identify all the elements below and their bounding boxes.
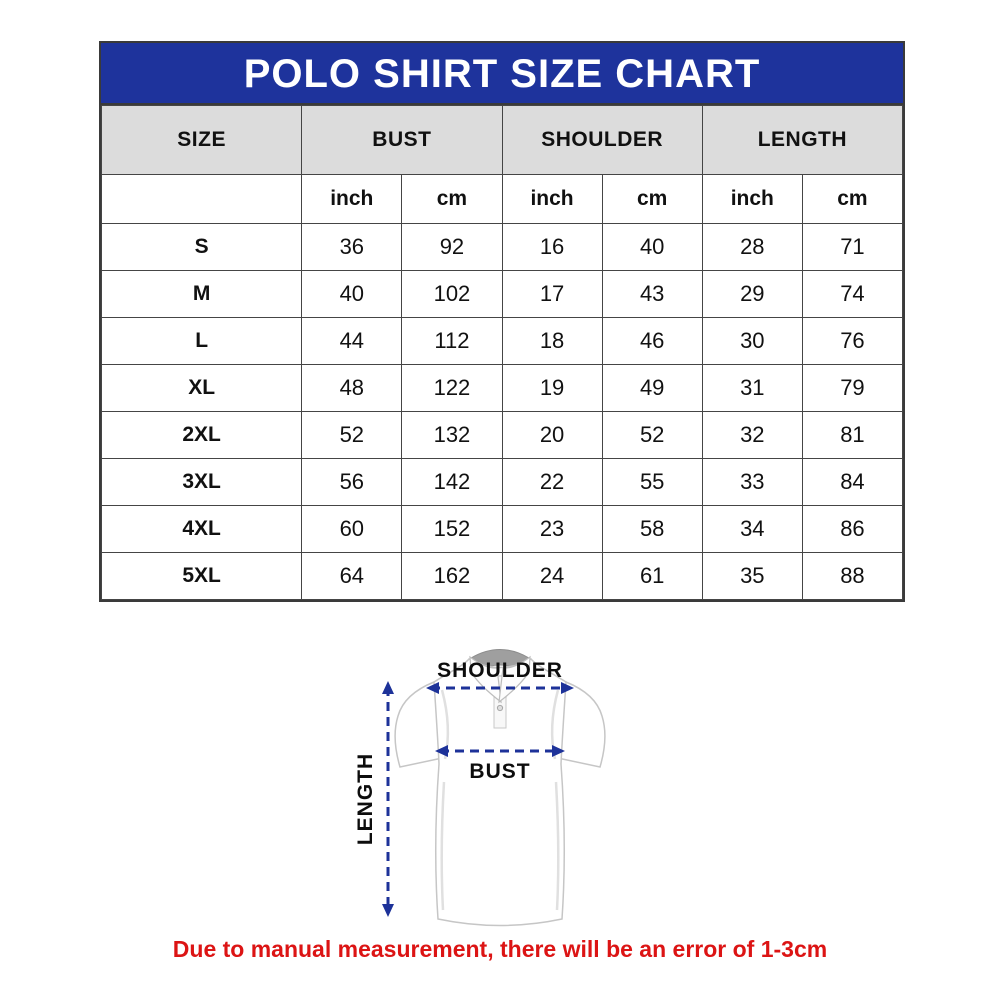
unit-header: inch bbox=[502, 175, 602, 224]
size-cell: 3XL bbox=[102, 459, 302, 506]
size-cell: S bbox=[102, 224, 302, 271]
size-cell: 4XL bbox=[102, 506, 302, 553]
value-cell: 64 bbox=[302, 553, 402, 600]
column-header-bust: BUST bbox=[302, 106, 502, 175]
value-cell: 132 bbox=[402, 412, 502, 459]
unit-header-row bbox=[102, 175, 903, 224]
length-label: LENGTH bbox=[354, 752, 377, 846]
size-row-s bbox=[102, 224, 903, 271]
value-cell: 36 bbox=[302, 224, 402, 271]
table-header-row bbox=[102, 106, 903, 175]
value-cell: 55 bbox=[602, 459, 702, 506]
value-cell: 48 bbox=[302, 365, 402, 412]
value-cell: 52 bbox=[302, 412, 402, 459]
value-cell: 79 bbox=[802, 365, 902, 412]
polo-shirt-illustration bbox=[330, 632, 670, 948]
value-cell: 71 bbox=[802, 224, 902, 271]
value-cell: 23 bbox=[502, 506, 602, 553]
bust-label: BUST bbox=[469, 760, 531, 783]
value-cell: 152 bbox=[402, 506, 502, 553]
value-cell: 74 bbox=[802, 271, 902, 318]
value-cell: 18 bbox=[502, 318, 602, 365]
value-cell: 162 bbox=[402, 553, 502, 600]
unit-header: cm bbox=[402, 175, 502, 224]
value-cell: 102 bbox=[402, 271, 502, 318]
size-chart bbox=[99, 41, 905, 602]
value-cell: 92 bbox=[402, 224, 502, 271]
value-cell: 58 bbox=[602, 506, 702, 553]
value-cell: 61 bbox=[602, 553, 702, 600]
value-cell: 46 bbox=[602, 318, 702, 365]
size-row-4xl bbox=[102, 506, 903, 553]
size-cell: 2XL bbox=[102, 412, 302, 459]
value-cell: 20 bbox=[502, 412, 602, 459]
value-cell: 49 bbox=[602, 365, 702, 412]
value-cell: 81 bbox=[802, 412, 902, 459]
value-cell: 28 bbox=[702, 224, 802, 271]
value-cell: 16 bbox=[502, 224, 602, 271]
measurement-note: Due to manual measurement, there will be an error of 1-3cm bbox=[172, 936, 828, 962]
shirt-diagram bbox=[330, 632, 670, 948]
value-cell: 22 bbox=[502, 459, 602, 506]
value-cell: 17 bbox=[502, 271, 602, 318]
size-cell: M bbox=[102, 271, 302, 318]
value-cell: 86 bbox=[802, 506, 902, 553]
size-cell: 5XL bbox=[102, 553, 302, 600]
column-header-shoulder: SHOULDER bbox=[502, 106, 702, 175]
value-cell: 40 bbox=[302, 271, 402, 318]
size-row-2xl bbox=[102, 412, 903, 459]
value-cell: 44 bbox=[302, 318, 402, 365]
unit-header: inch bbox=[702, 175, 802, 224]
shirt-button bbox=[497, 705, 502, 710]
size-row-3xl bbox=[102, 459, 903, 506]
chart-title: POLO SHIRT SIZE CHART bbox=[101, 43, 903, 105]
unit-header: cm bbox=[802, 175, 902, 224]
value-cell: 33 bbox=[702, 459, 802, 506]
size-table bbox=[101, 105, 903, 600]
size-cell: XL bbox=[102, 365, 302, 412]
size-row-xl bbox=[102, 365, 903, 412]
value-cell: 19 bbox=[502, 365, 602, 412]
length-arrowhead-top bbox=[382, 681, 394, 694]
value-cell: 30 bbox=[702, 318, 802, 365]
value-cell: 84 bbox=[802, 459, 902, 506]
value-cell: 40 bbox=[602, 224, 702, 271]
value-cell: 88 bbox=[802, 553, 902, 600]
value-cell: 52 bbox=[602, 412, 702, 459]
value-cell: 76 bbox=[802, 318, 902, 365]
length-arrowhead-bottom bbox=[382, 904, 394, 917]
value-cell: 112 bbox=[402, 318, 502, 365]
value-cell: 32 bbox=[702, 412, 802, 459]
value-cell: 31 bbox=[702, 365, 802, 412]
value-cell: 34 bbox=[702, 506, 802, 553]
value-cell: 60 bbox=[302, 506, 402, 553]
unit-header-empty bbox=[102, 175, 302, 224]
column-header-length: LENGTH bbox=[702, 106, 902, 175]
unit-header: cm bbox=[602, 175, 702, 224]
size-row-l bbox=[102, 318, 903, 365]
value-cell: 56 bbox=[302, 459, 402, 506]
value-cell: 43 bbox=[602, 271, 702, 318]
size-row-m bbox=[102, 271, 903, 318]
value-cell: 35 bbox=[702, 553, 802, 600]
value-cell: 29 bbox=[702, 271, 802, 318]
column-header-size: SIZE bbox=[102, 106, 302, 175]
value-cell: 142 bbox=[402, 459, 502, 506]
unit-header: inch bbox=[302, 175, 402, 224]
size-row-5xl bbox=[102, 553, 903, 600]
size-cell: L bbox=[102, 318, 302, 365]
value-cell: 24 bbox=[502, 553, 602, 600]
value-cell: 122 bbox=[402, 365, 502, 412]
shoulder-label: SHOULDER bbox=[437, 659, 563, 682]
